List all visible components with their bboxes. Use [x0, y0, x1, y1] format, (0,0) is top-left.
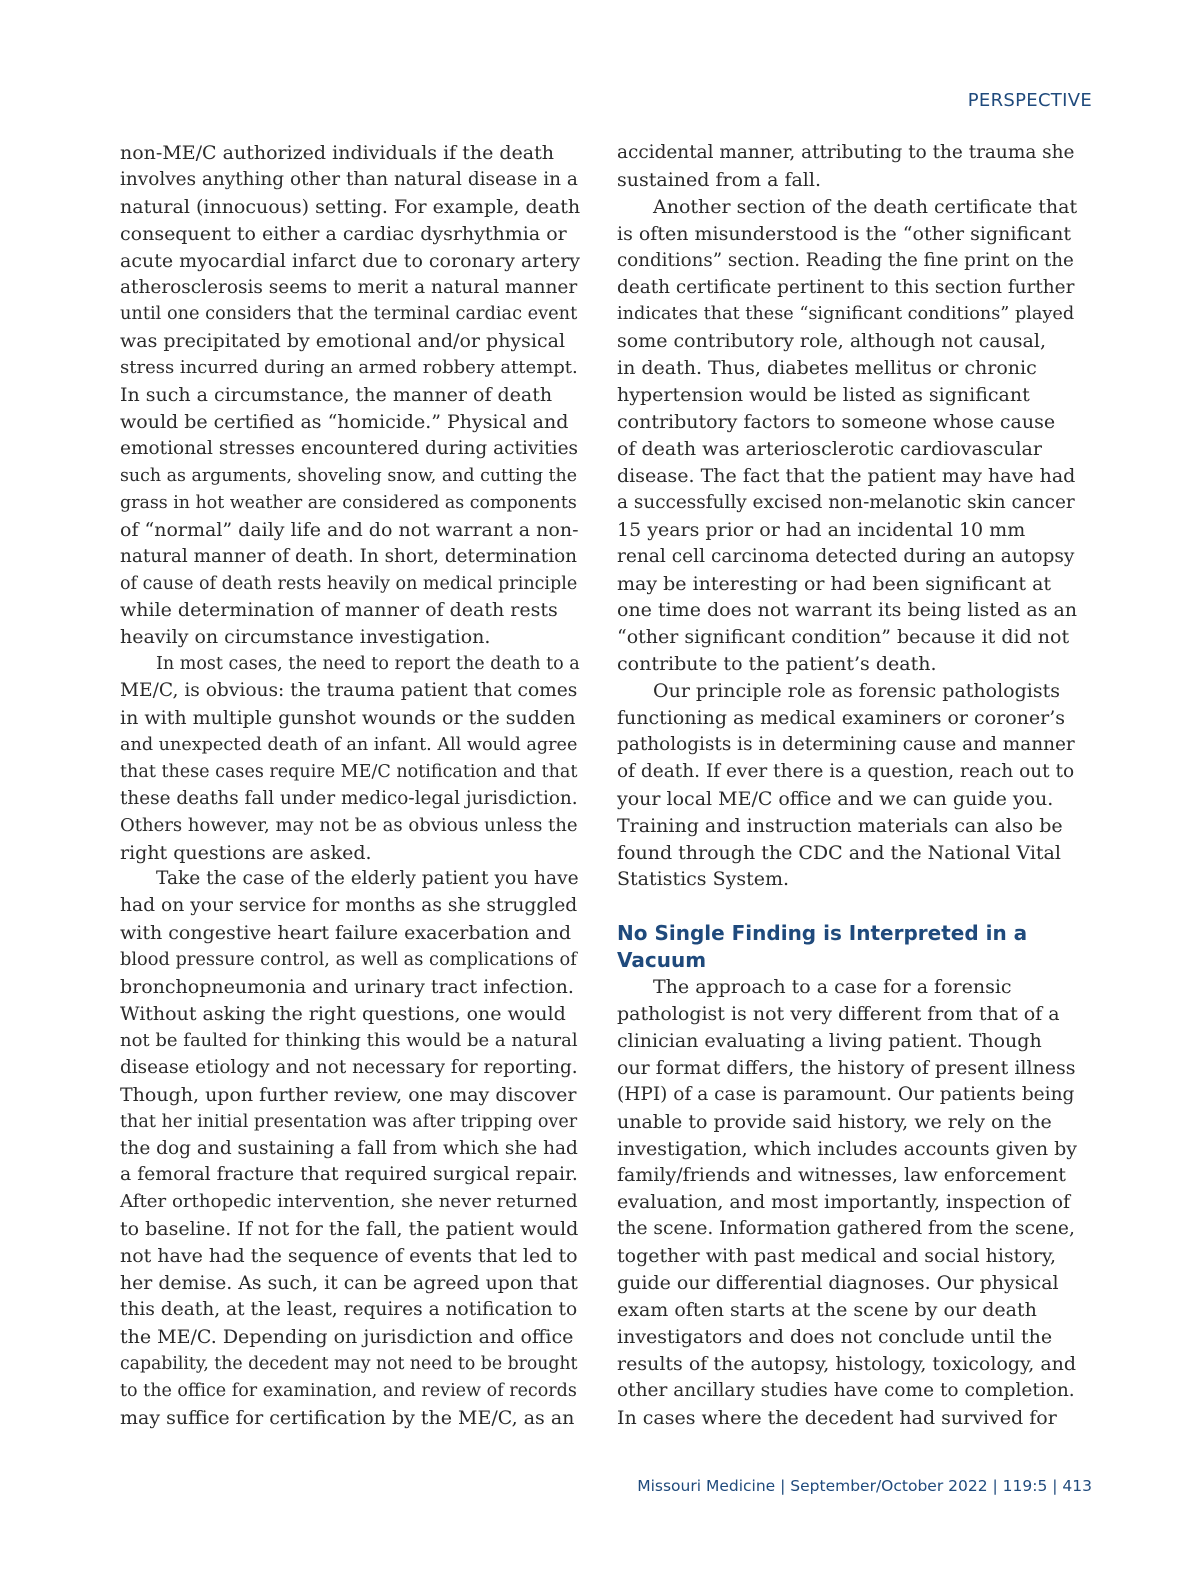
text-line: family/friends and witnesses, law enforcement: [617, 1164, 1066, 1187]
text-line: until one considers that the terminal cardiac event: [120, 304, 578, 325]
text-line: is often misunderstood is the “other significant: [617, 222, 1071, 245]
text-line: capability, the decedent may not need to be brought: [120, 1353, 578, 1374]
text-line: together with past medical and social history,: [617, 1245, 1057, 1268]
text-line: in with multiple gunshot wounds or the sudden: [120, 707, 576, 730]
text-line: ME/C, is obvious: the trauma patient that comes: [120, 680, 578, 702]
text-line: Statistics System.: [617, 868, 790, 891]
text-line: atherosclerosis seems to merit a natural manner: [120, 276, 578, 298]
text-line: of cause of death rests heavily on medical principle: [120, 573, 578, 594]
text-line: guide our differential diagnoses. Our physical: [617, 1272, 1059, 1295]
text-line: Take the case of the elderly patient you have: [156, 868, 579, 890]
text-line: pathologists is in determining cause and manner: [617, 733, 1075, 755]
text-line: of death. If ever there is a question, reach out to: [617, 760, 1075, 782]
text-line: had on your service for months as she struggled: [120, 895, 578, 917]
text-line: contributory factors to someone whose cause: [617, 411, 1056, 434]
text-line: functioning as medical examiners or coroner’s: [617, 707, 1066, 730]
text-line: to baseline. If not for the fall, the patient would: [120, 1218, 579, 1241]
text-line: the scene. Information gathered from the scene,: [617, 1218, 1075, 1240]
text-line: heavily on circumstance investigation.: [120, 626, 491, 649]
left-column: [120, 140, 580, 1432]
text-line: death certificate pertinent to this section further: [617, 276, 1075, 298]
text-line: in death. Thus, diabetes mellitus or chronic: [617, 357, 1037, 380]
text-line: not have had the sequence of events that led to: [120, 1245, 578, 1268]
text-line: Others however, may not be as obvious unless the: [120, 814, 578, 836]
text-line: disease etiology and not necessary for reporting.: [120, 1056, 578, 1078]
text-line: renal cell carcinoma detected during an autopsy: [617, 545, 1075, 567]
text-line: (HPI) of a case is paramount. Our patients being: [617, 1083, 1075, 1105]
text-line: disease. The fact that the patient may have had: [617, 464, 1076, 487]
text-line: one time does not warrant its being listed as an: [617, 599, 1078, 622]
text-line: to the office for examination, and review of records: [120, 1380, 577, 1401]
page-footer: Missouri Medicine | September/October 2022 | 119:5 | 413: [637, 1477, 1092, 1495]
text-line: a femoral fracture that required surgical repair.: [120, 1164, 578, 1186]
text-line: 15 years prior or had an incidental 10 mm: [617, 518, 1026, 541]
text-line: “other significant condition” because it did not: [617, 626, 1070, 649]
text-line: your local ME/C office and we can guide you.: [617, 787, 1054, 810]
text-line: contribute to the patient’s death.: [617, 653, 937, 676]
text-line: In cases where the decedent had survived for: [617, 1406, 1057, 1429]
text-line: and unexpected death of an infant. All would agree: [120, 734, 578, 755]
text-line: with congestive heart failure exacerbation and: [120, 922, 572, 945]
text-line: such as arguments, shoveling snow, and cutting the: [120, 465, 578, 486]
text-line: investigation, which includes accounts given by: [617, 1137, 1078, 1160]
text-line: bronchopneumonia and urinary tract infection.: [120, 976, 574, 999]
text-line: indicates that these “significant conditions” played: [617, 304, 1075, 325]
section-label: PERSPECTIVE: [967, 90, 1092, 111]
section-heading: Vacuum: [617, 948, 707, 973]
text-line: these deaths fall under medico-legal jurisdiction.: [120, 787, 578, 809]
text-line: unable to provide said history, we rely on the: [617, 1110, 1052, 1133]
text-line: that these cases require ME/C notification and that: [120, 761, 578, 782]
text-line: The approach to a case for a forensic: [653, 976, 1012, 999]
text-line: the ME/C. Depending on jurisdiction and office: [120, 1325, 574, 1348]
text-line: conditions” section. Reading the fine print on the: [617, 249, 1074, 271]
text-line: Training and instruction materials can also be: [617, 814, 1063, 837]
text-line: clinician evaluating a living patient. Though: [617, 1029, 1042, 1052]
section-heading: No Single Finding is Interpreted in a: [617, 921, 1028, 946]
text-line: evaluation, and most importantly, inspection of: [617, 1191, 1071, 1214]
text-line: natural manner of death. In short, determination: [120, 545, 578, 567]
text-line: acute myocardial infarct due to coronary artery: [120, 249, 581, 272]
text-line: accidental manner, attributing to the trauma she: [617, 142, 1075, 163]
text-line: this death, at the least, requires a notification to: [120, 1298, 578, 1320]
text-line: a successfully excised non-melanotic skin cancer: [617, 491, 1075, 513]
text-line: Our principle role as forensic pathologists: [653, 680, 1060, 703]
section-gap: [617, 893, 1077, 920]
text-line: In such a circumstance, the manner of death: [120, 384, 553, 407]
text-line: After orthopedic intervention, she never returned: [120, 1191, 578, 1213]
text-line: Though, upon further review, one may discover: [120, 1083, 577, 1106]
text-line: emotional stresses encountered during activities: [120, 437, 579, 459]
text-line: right questions are asked.: [120, 841, 372, 864]
text-line: investigators and does not conclude until the: [617, 1325, 1053, 1348]
text-line: In most cases, the need to report the death to a: [156, 654, 580, 675]
text-line: may be interesting or had been significant at: [617, 572, 1052, 595]
text-line: some contributory role, although not causal,: [617, 330, 1046, 353]
text-line: pathologist is not very different from that of a: [617, 1002, 1060, 1025]
text-line: of “normal” daily life and do not warrant a non-: [120, 518, 579, 541]
text-line: that her initial presentation was after tripping over: [120, 1111, 578, 1132]
text-line: exam often starts at the scene by our death: [617, 1298, 1037, 1321]
text-line: Without asking the right questions, one would: [120, 1003, 566, 1025]
text-line: results of the autopsy, histology, toxicology, and: [617, 1352, 1077, 1375]
text-line: consequent to either a cardiac dysrhythmia or: [120, 222, 567, 245]
text-line: grass in hot weather are considered as components: [120, 492, 577, 513]
text-line: other ancillary studies have come to completion.: [617, 1379, 1075, 1401]
text-line: non-ME/C authorized individuals if the death: [120, 142, 554, 164]
text-line: Another section of the death certificate that: [653, 195, 1078, 218]
text-line: hypertension would be listed as significant: [617, 384, 1030, 407]
right-column: [617, 140, 1077, 1431]
text-line: was precipitated by emotional and/or physical: [120, 330, 566, 353]
text-line: natural (innocuous) setting. For example, death: [120, 195, 581, 218]
text-line: may suffice for certification by the ME/C, as an: [120, 1406, 575, 1429]
text-line: blood pressure control, as well as complications of: [120, 949, 577, 971]
text-line: involves anything other than natural disease in a: [120, 168, 578, 190]
text-line: found through the CDC and the National Vital: [617, 841, 1061, 864]
text-line: stress incurred during an armed robbery attempt.: [120, 357, 578, 379]
text-line: while determination of manner of death rests: [120, 599, 558, 622]
text-line: the dog and sustaining a fall from which she had: [120, 1137, 578, 1159]
text-line: not be faulted for thinking this would be a natural: [120, 1029, 578, 1051]
text-line: sustained from a fall.: [617, 168, 821, 191]
text-line: our format differs, the history of present illness: [617, 1056, 1076, 1079]
text-line: of death was arteriosclerotic cardiovascular: [617, 437, 1042, 460]
text-line: her demise. As such, it can be agreed upon that: [120, 1272, 578, 1295]
text-line: would be certified as “homicide.” Physical and: [120, 411, 569, 434]
